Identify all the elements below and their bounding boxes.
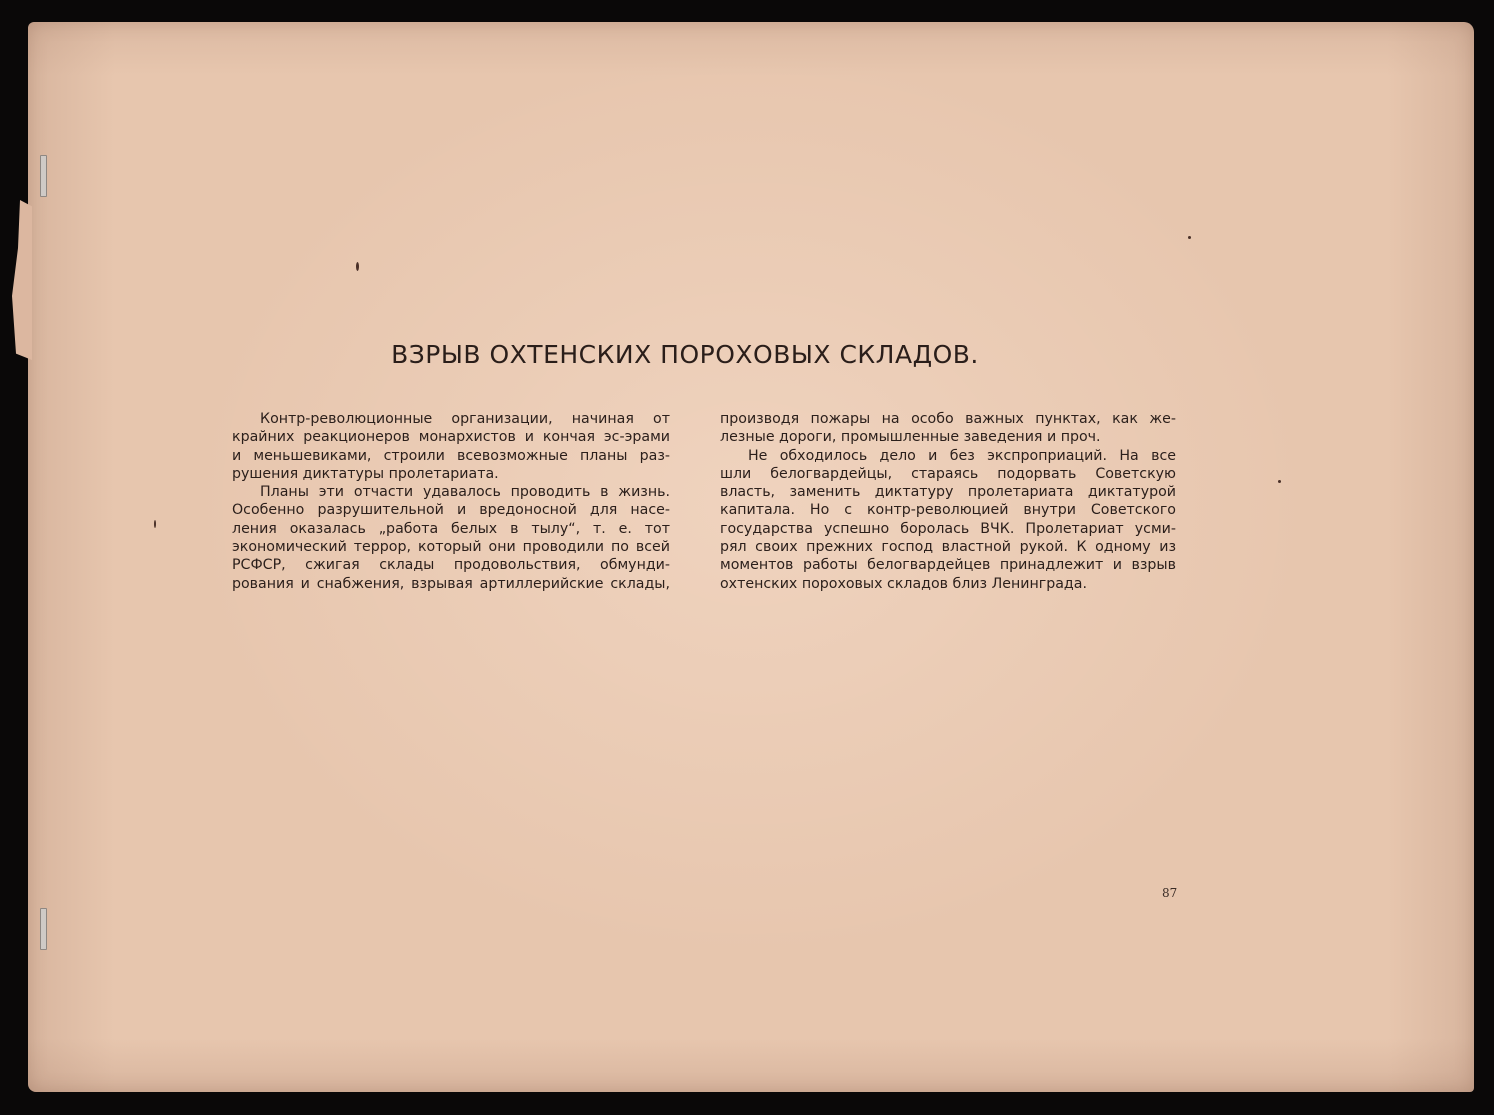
text-line: государства успешно боролась ВЧК. Пролетариат усми- xyxy=(720,520,1176,537)
staple-bottom xyxy=(40,908,47,950)
paper-speck xyxy=(1278,480,1281,483)
text-line: экономический террор, который они проводили по всей xyxy=(232,539,670,556)
page-number: 87 xyxy=(1162,886,1178,900)
text-line: рушения диктатуры пролетариата. xyxy=(232,465,499,482)
text-line: власть, заменить диктатуру пролетариата диктатурой xyxy=(720,484,1176,501)
paragraph xyxy=(232,483,670,593)
text-line: шли белогвардейцы, стараясь подорвать Советскую xyxy=(720,465,1176,482)
text-line: лезные дороги, промышленные заведения и проч. xyxy=(720,429,1101,446)
right-column xyxy=(720,410,1176,593)
text-line: рял своих прежних господ властной рукой. К одному из xyxy=(720,539,1176,556)
text-line: капитала. Но с контр-революцией внутри Советского xyxy=(720,502,1176,519)
staple-top xyxy=(40,155,47,197)
text-line: Контр-революционные организации, начиная от xyxy=(260,411,670,427)
text-line: Не обходилось дело и без экспроприаций. На все xyxy=(748,447,1176,464)
text-line: охтенских пороховых складов близ Ленинграда. xyxy=(720,575,1087,592)
page-title: ВЗРЫВ ОХТЕНСКИХ ПОРОХОВЫХ СКЛАДОВ. xyxy=(391,340,979,369)
text-line: Особенно разрушительной и вредоносной для насе- xyxy=(232,502,670,519)
paper-speck xyxy=(1188,236,1191,239)
left-column xyxy=(232,410,670,593)
text-line: моментов работы белогвардейцев принадлежит и взрыв xyxy=(720,557,1176,574)
text-line: рования и снабжения, взрывая артиллерийские склады, xyxy=(232,575,670,592)
paragraph xyxy=(720,447,1176,593)
paragraph xyxy=(232,410,670,483)
text-line: Планы эти отчасти удавалось проводить в жизнь. xyxy=(260,484,670,501)
paper-speck xyxy=(356,262,359,271)
text-line: ления оказалась „работа белых в тылу“, т. е. тот xyxy=(232,520,670,537)
text-line: и меньшевиками, строили всевозможные планы раз- xyxy=(232,447,670,464)
paragraph xyxy=(720,410,1176,447)
text-line: крайних реакционеров монархистов и кончая эс-эрами xyxy=(232,429,670,446)
text-line: РСФСР, сжигая склады продовольствия, обмунди- xyxy=(232,557,670,574)
text-line: производя пожары на особо важных пунктах, как же- xyxy=(720,411,1176,427)
paper-speck xyxy=(154,520,156,528)
torn-edge xyxy=(12,200,32,360)
